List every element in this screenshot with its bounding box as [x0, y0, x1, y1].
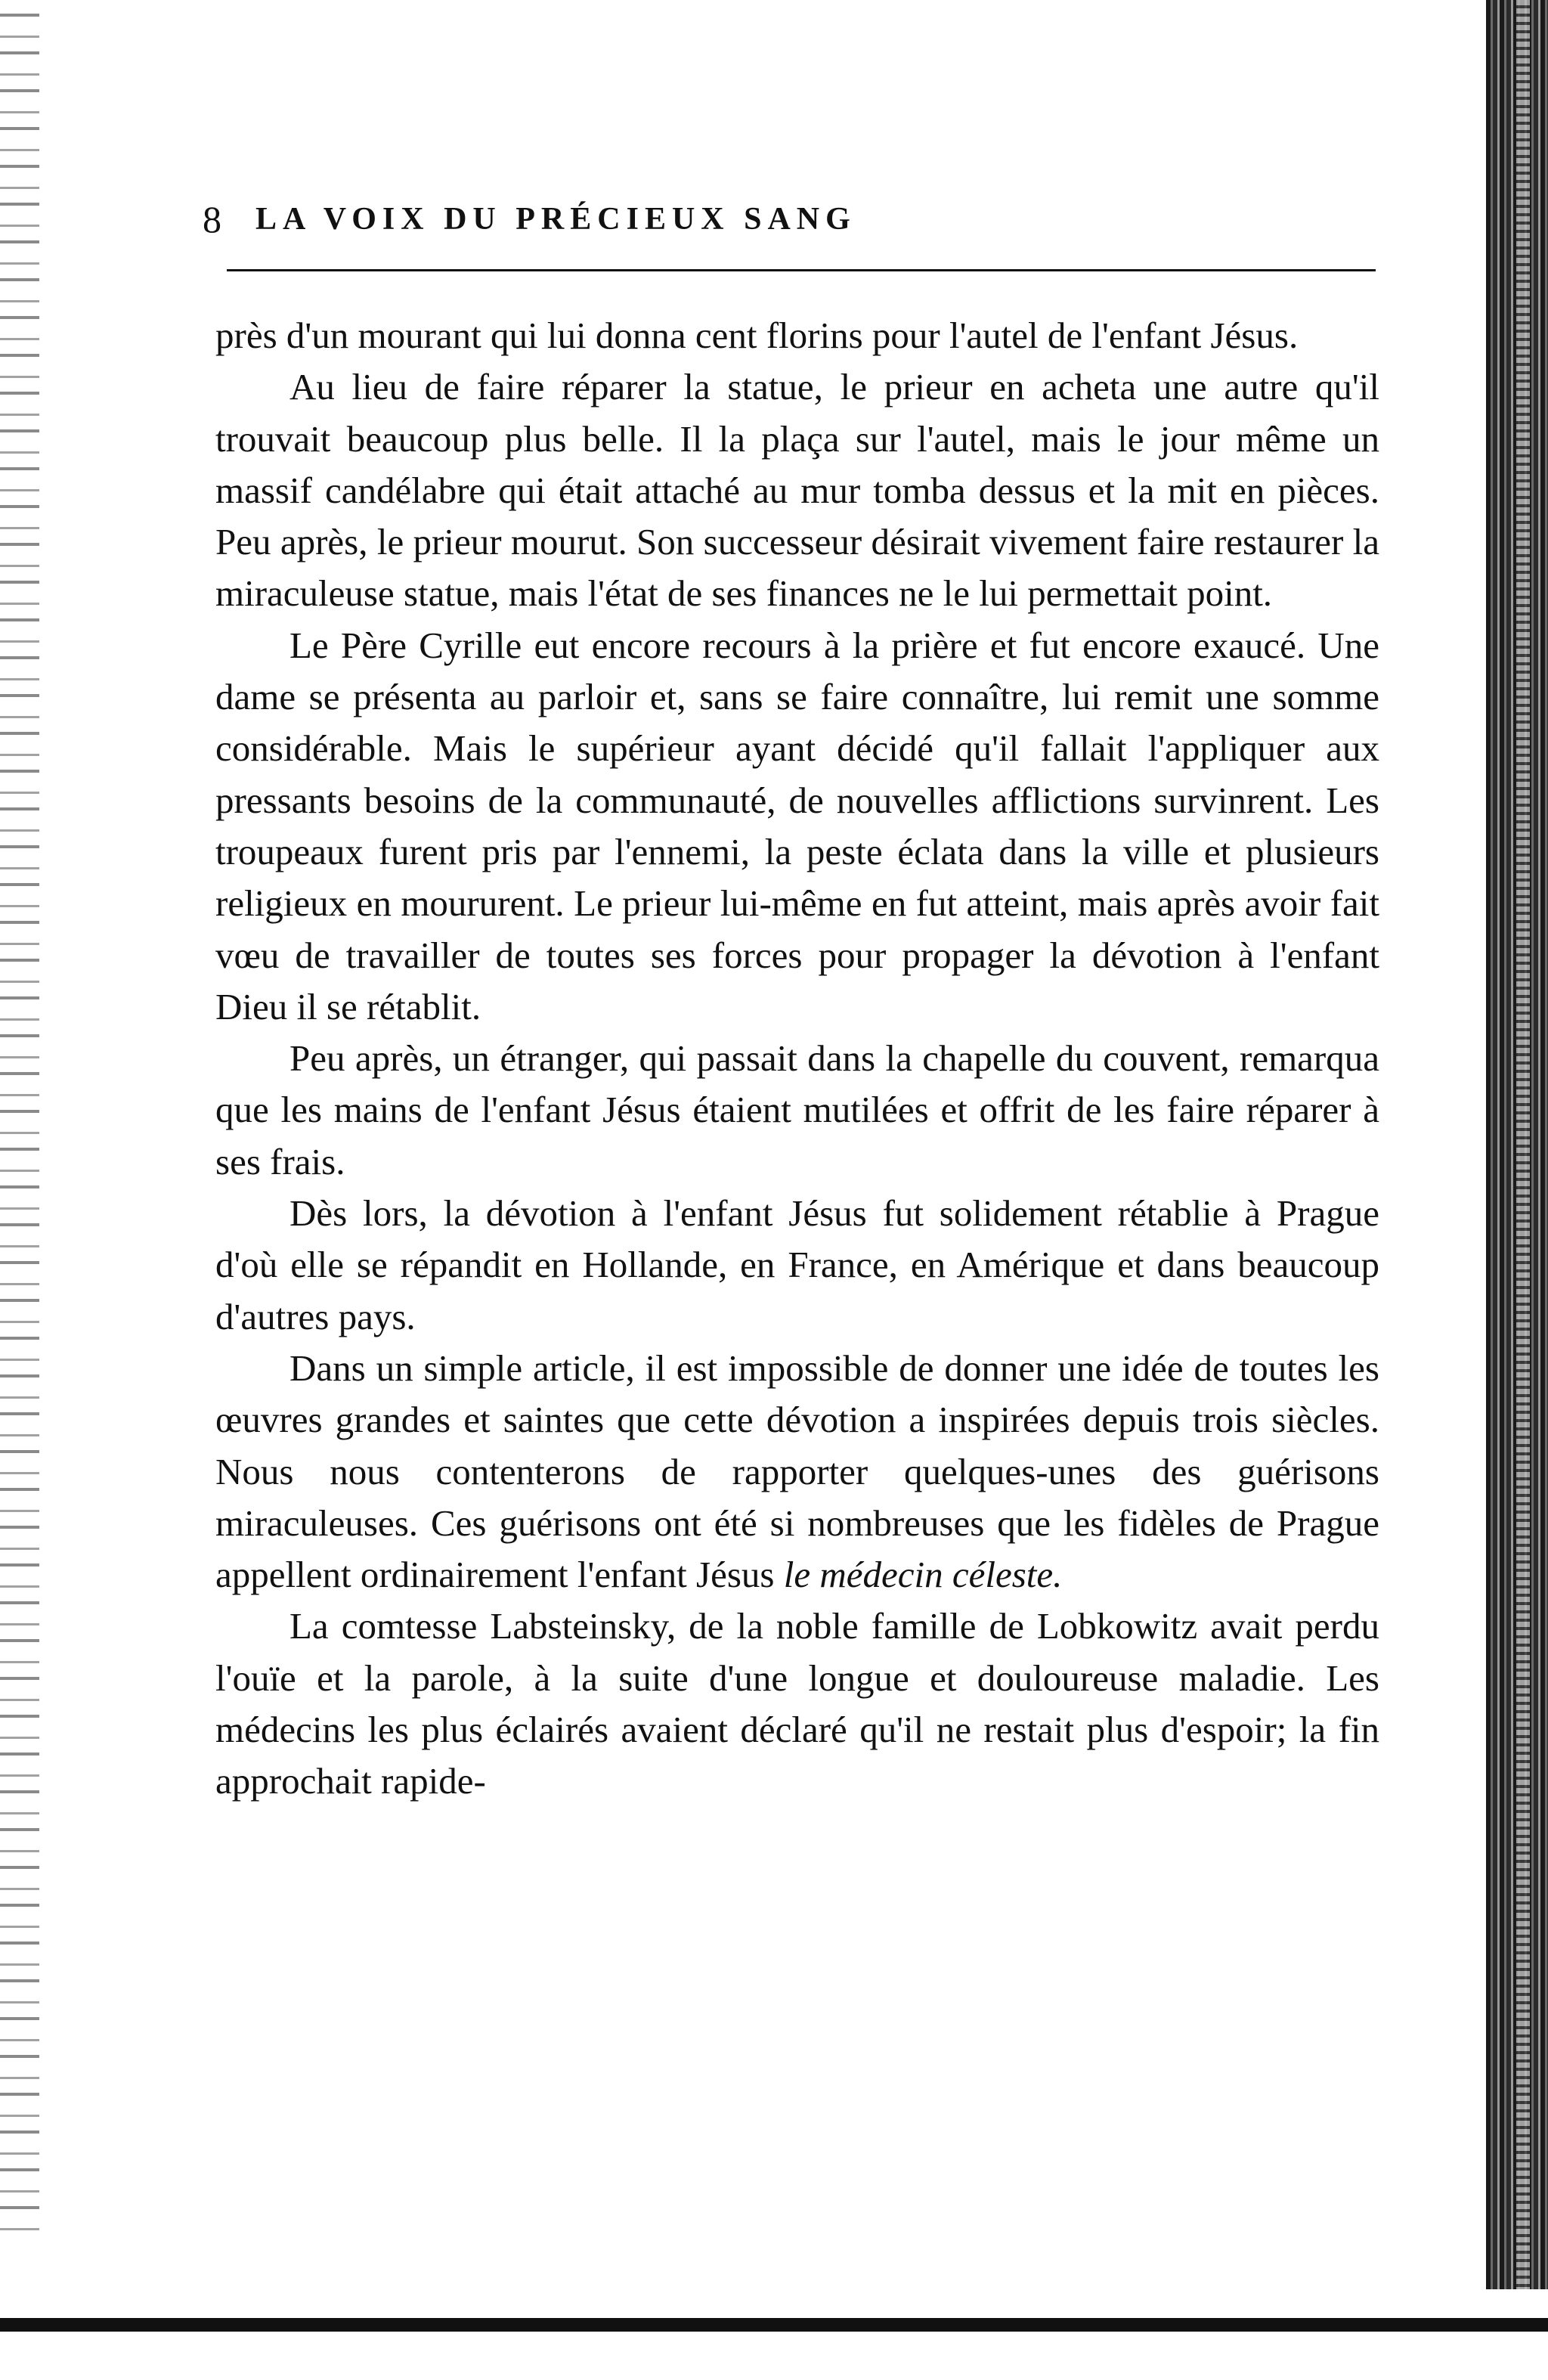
paragraph-6-italic: le médecin céleste.: [783, 1554, 1063, 1596]
paragraph-7: La comtesse Labsteinsky, de la noble famille de Lobkowitz avait perdu l'ouïe et la parole, à la suite d'une longue et douloureuse maladie. Les médecins les plus éclairés avaient déclaré qu'il ne restait plus d'espoir; la fin approchait rapide-: [215, 1605, 1379, 1802]
scan-left-edge: [0, 0, 39, 2238]
running-title: LA VOIX DU PRÉCIEUX SANG: [255, 202, 856, 237]
body-text: [215, 310, 1379, 1808]
page-number: 8: [203, 198, 221, 240]
paragraph-6: [215, 1343, 1379, 1601]
paragraph-2: Au lieu de faire réparer la statue, le prieur en acheta une autre qu'il trouvait beaucoup plus belle. Il la plaça sur l'autel, mais le jour même un massif candélabre qui était attaché au mur tomba dessus et la mit en pièces. Peu après, le prieur mourut. Son successeur désirait vivement faire restaurer la miraculeuse statue, mais l'état de ses finances ne le lui permettait point.: [215, 366, 1379, 615]
paragraph-4: Peu après, un étranger, qui passait dans la chapelle du couvent, remarqua que les mains de l'enfant Jésus étaient mutilées et offrit de les faire réparer à ses frais.: [215, 1037, 1379, 1182]
scan-right-edge-highlight: [1516, 0, 1530, 2380]
scan-bottom-edge: [0, 2289, 1548, 2380]
header-rule: [227, 269, 1376, 271]
page-header: [203, 192, 1370, 253]
paragraph-5: Dès lors, la dévotion à l'enfant Jésus fut solidement rétablie à Prague d'où elle se répandit en Hollande, en France, en Amérique et dans beaucoup d'autres pays.: [215, 1192, 1379, 1337]
paragraph-6-text: Dans un simple article, il est impossible de donner une idée de toutes les œuvres grandes et saintes que cette dévotion a inspirées depuis trois siècles. Nous nous contenterons de rapporter quelques-unes des guérisons miraculeuses. Ces guérisons ont été si nombreuses que les fidèles de Prague appellent ordinairement l'enfant Jésus: [215, 1346, 1379, 1596]
paragraph-3: Le Père Cyrille eut encore recours à la prière et fut encore exaucé. Une dame se présenta au parloir et, sans se faire connaître, lui remit une somme considérable. Mais le supérieur ayant décidé qu'il fallait l'appliquer aux pressants besoins de la communauté, de nouvelles afflictions survinrent. Les troupeaux furent pris par l'ennemi, la peste éclata dans la ville et plusieurs religieux en moururent. Le prieur lui-même en fut atteint, mais après avoir fait vœu de travailler de toutes ses forces pour propager la dévotion à l'enfant Dieu il se rétablit.: [215, 624, 1379, 1027]
paragraph-1: près d'un mourant qui lui donna cent florins pour l'autel de l'enfant Jésus.: [215, 315, 1299, 356]
